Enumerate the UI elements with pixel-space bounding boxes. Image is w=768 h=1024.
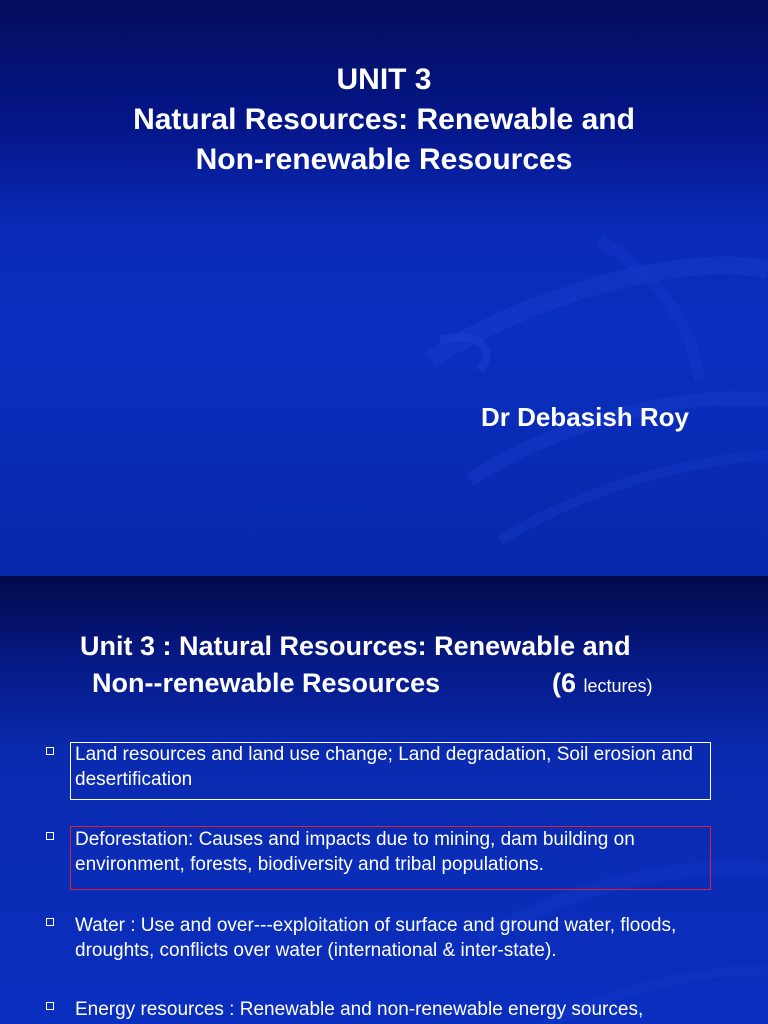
title-line-unit: UNIT 3 (336, 63, 432, 96)
slide-title (0, 60, 768, 180)
square-bullet-icon (46, 832, 54, 840)
lecture-count-word: lectures (583, 676, 647, 696)
list-item-text: Water : Use and over---exploitation of surface and ground water, floods, droughts, conflicts over water (international & inter-state). (75, 915, 677, 961)
square-bullet-icon (46, 747, 54, 755)
heading-line-2: Non--renewable Resources (92, 668, 441, 698)
content-slide (0, 576, 768, 1024)
lecture-count (552, 665, 653, 705)
title-line-subtopic: Non-renewable Resources (195, 143, 573, 176)
lecture-count-number: (6 (552, 668, 584, 698)
heading-line-1: Unit 3 : Natural Resources: Renewable and (80, 631, 631, 661)
list-item-text: Land resources and land use change; Land degradation, Soil erosion and desertification (75, 744, 693, 790)
lecture-count-close: ) (646, 676, 653, 696)
author-name: Dr Debasish Roy (480, 402, 690, 432)
square-bullet-icon (46, 1002, 54, 1010)
square-bullet-icon (46, 918, 54, 926)
list-item-text: Energy resources : Renewable and non-renewable energy sources, (75, 999, 644, 1020)
list-item-text: Deforestation: Causes and impacts due to mining, dam building on environment, forests, biodiversity and tribal populations. (75, 829, 635, 875)
title-line-topic: Natural Resources: Renewable and (133, 103, 635, 136)
